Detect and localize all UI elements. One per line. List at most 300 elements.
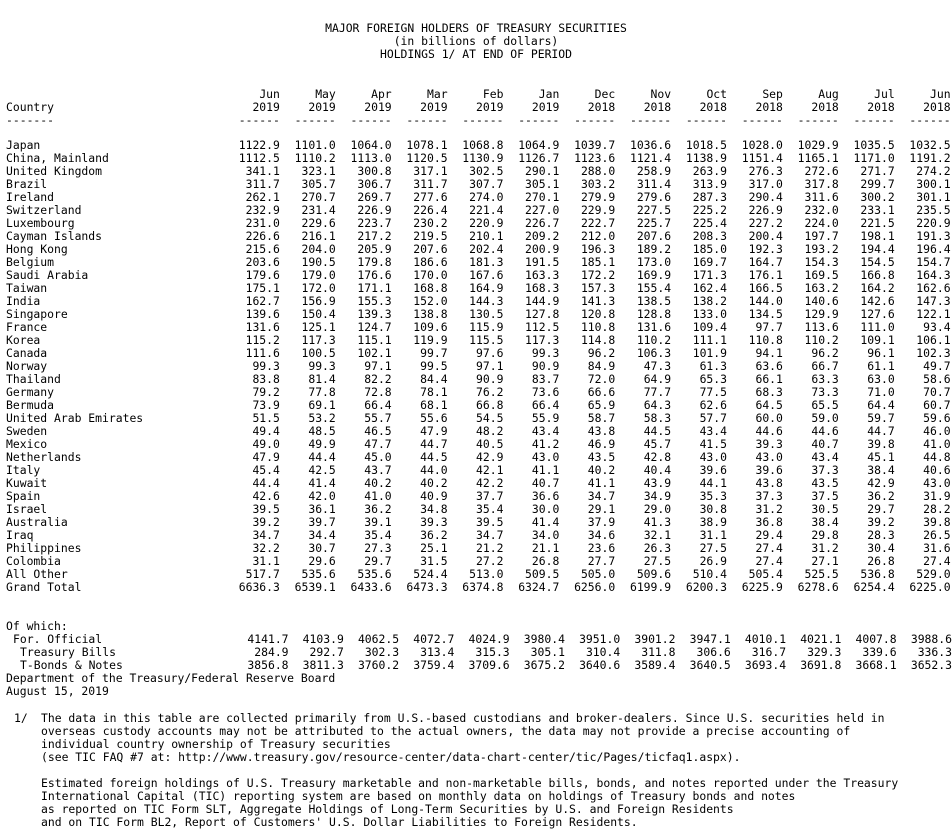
holding-value: 30.0 — [531, 502, 560, 516]
country-name: United Kingdom — [6, 164, 103, 178]
holding-value: 64.4 — [867, 398, 895, 412]
holding-value: 69.1 — [308, 398, 336, 412]
holding-value: 41.4 — [531, 515, 560, 529]
holding-value: 32.2 — [252, 541, 280, 555]
holding-value: 77.7 — [643, 385, 672, 399]
holding-value: 1110.2 — [294, 151, 336, 165]
holding-value: 38.4 — [811, 515, 839, 529]
footnote-line: individual country ownership of Treasury securities — [41, 737, 391, 751]
holding-value: 40.2 — [420, 476, 448, 490]
footnote-marker: 1/ — [14, 711, 28, 725]
of-which-category: T-Bonds & Notes — [20, 658, 123, 672]
holding-value: 231.4 — [301, 203, 336, 217]
holding-value: 70.7 — [923, 385, 951, 399]
holding-value: 29.0 — [643, 502, 672, 516]
holding-value: 84.4 — [420, 372, 448, 386]
country-name: Taiwan — [6, 281, 48, 295]
holding-value: 64.9 — [643, 372, 672, 386]
holding-value: 44.4 — [308, 450, 336, 464]
holding-value: 1130.9 — [462, 151, 504, 165]
holding-value: 35.3 — [699, 489, 728, 503]
footnote-line: overseas custody accounts may not be attributed to the actual owners, the data may not provide a precise accounting of — [41, 724, 851, 738]
holding-value: 270.7 — [301, 190, 336, 204]
holding-value: 226.9 — [357, 203, 392, 217]
holding-value: 117.3 — [525, 333, 560, 347]
header-month: Apr — [371, 87, 392, 101]
holding-value: 189.2 — [636, 242, 672, 256]
holding-value: 525.5 — [804, 567, 839, 581]
header-year: 2019 — [420, 100, 448, 114]
holding-value: 106.1 — [916, 333, 951, 347]
holding-value: 44.1 — [699, 476, 728, 490]
holding-value: 162.6 — [916, 281, 951, 295]
holding-value: 83.7 — [531, 372, 560, 386]
holding-value: 99.7 — [420, 346, 448, 360]
holding-value: 154.3 — [804, 255, 839, 269]
holding-value: 72.8 — [364, 385, 392, 399]
holding-value: 185.0 — [692, 242, 728, 256]
holding-value: 6636.3 — [238, 580, 280, 594]
holding-value: 45.7 — [643, 437, 672, 451]
holding-value: 229.9 — [580, 203, 616, 217]
country-name: Spain — [6, 489, 41, 503]
holding-value: 40.6 — [923, 463, 951, 477]
holding-value: 150.4 — [301, 307, 336, 321]
holding-value: 221.5 — [860, 216, 895, 230]
holding-value: 536.8 — [860, 567, 895, 581]
of-which-value: 3951.0 — [579, 632, 621, 646]
holding-value: 46.9 — [587, 437, 616, 451]
holding-value: 61.1 — [867, 359, 895, 373]
country-name: Israel — [6, 502, 48, 516]
holding-value: 276.3 — [748, 164, 783, 178]
country-name: Cayman Islands — [6, 229, 103, 243]
holding-value: 323.1 — [301, 164, 336, 178]
footnote-line: (see TIC FAQ #7 at: http://www.treasury.gov/resource-center/data-chart-center/tic/Pages/ticfaq1.aspx). — [41, 750, 741, 764]
holding-value: 62.6 — [699, 398, 728, 412]
holding-value: 66.1 — [755, 372, 783, 386]
holding-value: 61.3 — [699, 359, 728, 373]
holding-value: 41.5 — [699, 437, 728, 451]
holding-value: 117.3 — [301, 333, 336, 347]
release-date: August 15, 2019 — [6, 684, 109, 698]
header-month: Nov — [650, 87, 672, 101]
holding-value: 45.0 — [364, 450, 392, 464]
holding-value: 36.6 — [531, 489, 560, 503]
holding-value: 84.9 — [587, 359, 616, 373]
country-name: Germany — [6, 385, 55, 399]
country-name: Belgium — [6, 255, 55, 269]
holding-value: 28.2 — [923, 502, 951, 516]
holding-value: 166.5 — [748, 281, 783, 295]
holding-value: 120.8 — [580, 307, 616, 321]
footnote-line: and on TIC Form BL2, Report of Customers' U.S. Dollar Liabilities to Foreign Residents. — [41, 815, 638, 829]
holding-value: 38.4 — [867, 463, 895, 477]
footnote-line: International Capital (TIC) reporting system are based on monthly data on holdings of Treasury bonds and notes — [41, 789, 796, 803]
holding-value: 73.9 — [252, 398, 280, 412]
holding-value: 317.8 — [804, 177, 839, 191]
holding-value: 101.9 — [692, 346, 728, 360]
of-which-value: 329.3 — [807, 645, 842, 659]
holding-value: 53.2 — [308, 411, 336, 425]
holding-value: 26.8 — [531, 554, 560, 568]
holding-value: 44.8 — [923, 450, 951, 464]
holding-value: 288.0 — [580, 164, 616, 178]
holding-value: 226.4 — [413, 203, 448, 217]
holding-value: 127.6 — [860, 307, 895, 321]
holding-value: 29.6 — [308, 554, 336, 568]
holding-value: 134.5 — [748, 307, 783, 321]
of-which-value: 310.4 — [585, 645, 621, 659]
holding-value: 39.3 — [420, 515, 448, 529]
holding-value: 1035.5 — [853, 138, 895, 152]
of-which-value: 3709.6 — [468, 658, 510, 672]
holding-value: 313.9 — [692, 177, 728, 191]
holding-value: 6539.1 — [294, 580, 336, 594]
holding-value: 110.8 — [580, 320, 616, 334]
holding-value: 219.5 — [413, 229, 448, 243]
holding-value: 111.0 — [860, 320, 895, 334]
country-name: Thailand — [6, 372, 61, 386]
footnote-line: as reported on TIC Form SLT, Aggregate Holdings of Long-Term Securities by U.S. and Foreign Residents — [41, 802, 734, 816]
of-which-value: 3760.2 — [357, 658, 400, 672]
holding-value: 32.1 — [643, 528, 672, 542]
holding-value: 517.7 — [245, 567, 280, 581]
holding-value: 196.4 — [916, 242, 951, 256]
header-month: Jan — [538, 87, 560, 101]
holding-value: 97.6 — [476, 346, 504, 360]
holding-value: 55.6 — [420, 411, 448, 425]
holding-value: 113.6 — [804, 320, 839, 334]
holding-value: 26.8 — [867, 554, 895, 568]
holding-value: 138.2 — [692, 294, 728, 308]
country-name: Ireland — [6, 190, 55, 204]
holding-value: 196.3 — [580, 242, 616, 256]
holding-value: 1032.5 — [909, 138, 951, 152]
holding-value: 97.1 — [364, 359, 392, 373]
holding-value: 192.3 — [748, 242, 783, 256]
holding-value: 510.4 — [692, 567, 728, 581]
holding-value: 169.7 — [692, 255, 728, 269]
holding-value: 166.8 — [860, 268, 895, 282]
holding-value: 127.8 — [525, 307, 560, 321]
holding-value: 114.8 — [580, 333, 616, 347]
holding-value: 198.1 — [860, 229, 895, 243]
holding-value: 27.5 — [699, 541, 728, 555]
country-name: Singapore — [6, 307, 68, 321]
holding-value: 115.1 — [357, 333, 392, 347]
holding-value: 274.0 — [469, 190, 504, 204]
holding-value: 31.5 — [420, 554, 448, 568]
holding-value: 144.3 — [469, 294, 504, 308]
holding-value: 6473.3 — [406, 580, 448, 594]
holding-value: 64.3 — [643, 398, 672, 412]
holding-value: 341.1 — [245, 164, 280, 178]
holding-value: 303.2 — [580, 177, 616, 191]
country-name: Hong Kong — [6, 242, 68, 256]
of-which-value: 3856.8 — [247, 658, 289, 672]
holding-value: 43.0 — [755, 450, 783, 464]
of-which-value: 339.6 — [862, 645, 897, 659]
holding-value: 71.0 — [867, 385, 895, 399]
holding-value: 34.6 — [587, 528, 616, 542]
holding-value: 31.1 — [699, 528, 728, 542]
holding-value: 48.2 — [476, 424, 504, 438]
holding-value: 73.3 — [811, 385, 839, 399]
holding-value: 203.6 — [245, 255, 280, 269]
of-which-value: 4072.7 — [413, 632, 455, 646]
of-which-value: 305.1 — [530, 645, 565, 659]
holding-value: 90.9 — [531, 359, 560, 373]
holding-value: 39.5 — [252, 502, 280, 516]
holding-value: 77.5 — [699, 385, 728, 399]
holding-value: 27.2 — [476, 554, 504, 568]
holding-value: 39.5 — [476, 515, 504, 529]
holding-value: 26.9 — [699, 554, 728, 568]
holding-value: 66.4 — [364, 398, 392, 412]
of-which-value: 3640.5 — [689, 658, 731, 672]
header-month: Aug — [818, 87, 839, 101]
holding-value: 43.0 — [699, 450, 728, 464]
holding-value: 97.1 — [476, 359, 504, 373]
holding-value: 43.0 — [923, 476, 951, 490]
holding-value: 217.2 — [357, 229, 392, 243]
of-which-value: 3675.2 — [523, 658, 565, 672]
holding-value: 505.4 — [748, 567, 783, 581]
holding-value: 176.6 — [357, 268, 392, 282]
holding-value: 279.9 — [580, 190, 616, 204]
holding-value: 307.7 — [469, 177, 504, 191]
country-name: China, Mainland — [6, 151, 109, 165]
country-name: Saudi Arabia — [6, 268, 89, 282]
holding-value: 37.3 — [811, 463, 839, 477]
holding-value: 1123.6 — [574, 151, 616, 165]
holding-value: 513.0 — [469, 567, 504, 581]
holding-value: 186.6 — [413, 255, 448, 269]
holding-value: 64.5 — [755, 398, 783, 412]
holding-value: 66.4 — [531, 398, 560, 412]
holding-value: 94.1 — [755, 346, 783, 360]
holding-value: 222.7 — [580, 216, 616, 230]
holding-value: 30.4 — [867, 541, 895, 555]
header-month: Oct — [706, 87, 728, 101]
holding-value: 27.5 — [643, 554, 672, 568]
holding-value: 1191.2 — [909, 151, 951, 165]
holding-value: 63.3 — [811, 372, 839, 386]
holding-value: 176.1 — [748, 268, 783, 282]
holding-value: 37.7 — [476, 489, 504, 503]
holding-value: 65.5 — [811, 398, 839, 412]
of-which-label: Of which: — [6, 619, 68, 633]
holding-value: 138.5 — [636, 294, 672, 308]
holding-value: 100.5 — [301, 346, 336, 360]
header-underline: ------ — [462, 113, 504, 127]
holding-value: 172.0 — [301, 281, 336, 295]
holding-value: 1029.9 — [797, 138, 839, 152]
holding-value: 119.9 — [413, 333, 448, 347]
holding-value: 21.2 — [476, 541, 504, 555]
header-year: 2018 — [587, 100, 616, 114]
holding-value: 262.1 — [245, 190, 280, 204]
holding-value: 93.4 — [923, 320, 951, 334]
holding-value: 1036.6 — [629, 138, 672, 152]
of-which-value: 315.3 — [475, 645, 510, 659]
holding-value: 99.3 — [308, 359, 336, 373]
holding-value: 529.0 — [916, 567, 951, 581]
holding-value: 55.9 — [531, 411, 560, 425]
header-year: 2018 — [643, 100, 672, 114]
holding-value: 305.7 — [301, 177, 336, 191]
holding-value: 29.8 — [811, 528, 839, 542]
holding-value: 208.3 — [692, 229, 728, 243]
header-underline: ------ — [406, 113, 448, 127]
header-underline: ------ — [853, 113, 895, 127]
holding-value: 6225.0 — [909, 580, 951, 594]
holding-value: 124.7 — [357, 320, 392, 334]
holding-value: 305.1 — [525, 177, 560, 191]
holding-value: 47.3 — [643, 359, 672, 373]
holding-value: 287.3 — [692, 190, 728, 204]
holding-value: 164.3 — [916, 268, 951, 282]
holding-value: 44.5 — [420, 450, 448, 464]
holding-value: 220.9 — [469, 216, 504, 230]
holding-value: 49.7 — [923, 359, 951, 373]
holding-value: 58.3 — [643, 411, 672, 425]
header-month: Jul — [874, 87, 895, 101]
holding-value: 535.6 — [301, 567, 336, 581]
country-name: Bermuda — [6, 398, 55, 412]
holding-value: 66.6 — [587, 385, 616, 399]
of-which-value: 3901.2 — [634, 632, 676, 646]
holding-value: 40.7 — [531, 476, 560, 490]
holding-value: 6374.8 — [462, 580, 504, 594]
report-subtitle-period: HOLDINGS 1/ AT END OF PERIOD — [379, 47, 573, 61]
of-which-value: 336.3 — [917, 645, 952, 659]
of-which-category: Treasury Bills — [20, 645, 117, 659]
holding-value: 31.6 — [923, 541, 951, 555]
holding-value: 36.2 — [420, 528, 448, 542]
holding-value: 1028.0 — [741, 138, 783, 152]
header-year: 2018 — [867, 100, 895, 114]
header-underline: ------ — [574, 113, 616, 127]
holding-value: 1171.0 — [853, 151, 895, 165]
of-which-value: 4024.9 — [468, 632, 510, 646]
holding-value: 302.5 — [469, 164, 504, 178]
holding-value: 167.6 — [469, 268, 504, 282]
country-header: Country — [6, 100, 55, 114]
holding-value: 221.4 — [469, 203, 504, 217]
holding-value: 193.2 — [804, 242, 839, 256]
holding-value: 41.1 — [531, 463, 560, 477]
holding-value: 212.0 — [580, 229, 616, 243]
holding-value: 45.4 — [252, 463, 280, 477]
header-underline: ------ — [629, 113, 672, 127]
holding-value: 40.2 — [364, 476, 392, 490]
holding-value: 49.9 — [308, 437, 336, 451]
holding-value: 44.6 — [811, 424, 839, 438]
holding-value: 154.7 — [916, 255, 951, 269]
holding-value: 82.2 — [364, 372, 392, 386]
holding-value: 306.7 — [357, 177, 392, 191]
holding-value: 37.3 — [755, 489, 783, 503]
of-which-value: 3811.3 — [302, 658, 344, 672]
header-month: Dec — [594, 87, 616, 101]
holding-value: 77.8 — [308, 385, 336, 399]
holding-value: 6254.4 — [853, 580, 895, 594]
holding-value: 509.5 — [525, 567, 560, 581]
country-name: Iraq — [6, 528, 34, 542]
holding-value: 1120.5 — [406, 151, 448, 165]
holding-value: 36.2 — [867, 489, 895, 503]
source-line: Department of the Treasury/Federal Reserve Board — [6, 671, 336, 685]
holding-value: 1112.5 — [238, 151, 280, 165]
holding-value: 36.8 — [755, 515, 783, 529]
header-year: 2019 — [531, 100, 560, 114]
holding-value: 144.9 — [525, 294, 560, 308]
holding-value: 47.9 — [420, 424, 448, 438]
holding-value: 272.6 — [804, 164, 839, 178]
of-which-value: 3980.4 — [523, 632, 565, 646]
holding-value: 115.9 — [469, 320, 504, 334]
holding-value: 43.0 — [531, 450, 560, 464]
holding-value: 162.7 — [245, 294, 280, 308]
holding-value: 6324.7 — [518, 580, 560, 594]
column-header — [6, 88, 951, 127]
holding-value: 1101.0 — [294, 138, 336, 152]
holding-value: 1113.0 — [350, 151, 392, 165]
holding-value: 29.4 — [755, 528, 783, 542]
holding-value: 129.9 — [804, 307, 839, 321]
country-name: Luxembourg — [6, 216, 75, 230]
holding-value: 131.6 — [245, 320, 280, 334]
holding-value: 524.4 — [413, 567, 448, 581]
holding-value: 59.0 — [811, 411, 839, 425]
holding-value: 41.0 — [923, 437, 951, 451]
holding-value: 168.8 — [413, 281, 448, 295]
header-year: 2018 — [811, 100, 839, 114]
holding-value: 1165.1 — [797, 151, 839, 165]
country-name: Italy — [6, 463, 41, 477]
holding-value: 47.7 — [364, 437, 392, 451]
holding-value: 40.2 — [587, 463, 616, 477]
holding-value: 142.6 — [860, 294, 895, 308]
of-which-value: 4141.7 — [247, 632, 289, 646]
holding-value: 40.9 — [420, 489, 448, 503]
holding-value: 41.2 — [531, 437, 560, 451]
of-which-value: 4007.8 — [855, 632, 897, 646]
holding-value: 34.9 — [643, 489, 672, 503]
holding-value: 41.4 — [308, 476, 336, 490]
holding-value: 97.7 — [755, 320, 783, 334]
holding-value: 31.2 — [755, 502, 783, 516]
holding-value: 505.0 — [580, 567, 616, 581]
country-name: Philippines — [6, 541, 82, 555]
holding-value: 40.5 — [476, 437, 504, 451]
holding-value: 109.1 — [860, 333, 895, 347]
holding-value: 224.0 — [804, 216, 839, 230]
holding-value: 317.0 — [748, 177, 783, 191]
country-name: Korea — [6, 333, 41, 347]
holding-value: 139.6 — [245, 307, 280, 321]
header-month: Jun — [259, 87, 280, 101]
header-year: 2018 — [923, 100, 951, 114]
country-name: Mexico — [6, 437, 48, 451]
holding-value: 34.7 — [587, 489, 616, 503]
holding-value: 34.8 — [420, 502, 448, 516]
holding-value: 26.5 — [923, 528, 951, 542]
holding-value: 1064.9 — [518, 138, 560, 152]
holding-value: 1151.4 — [741, 151, 783, 165]
